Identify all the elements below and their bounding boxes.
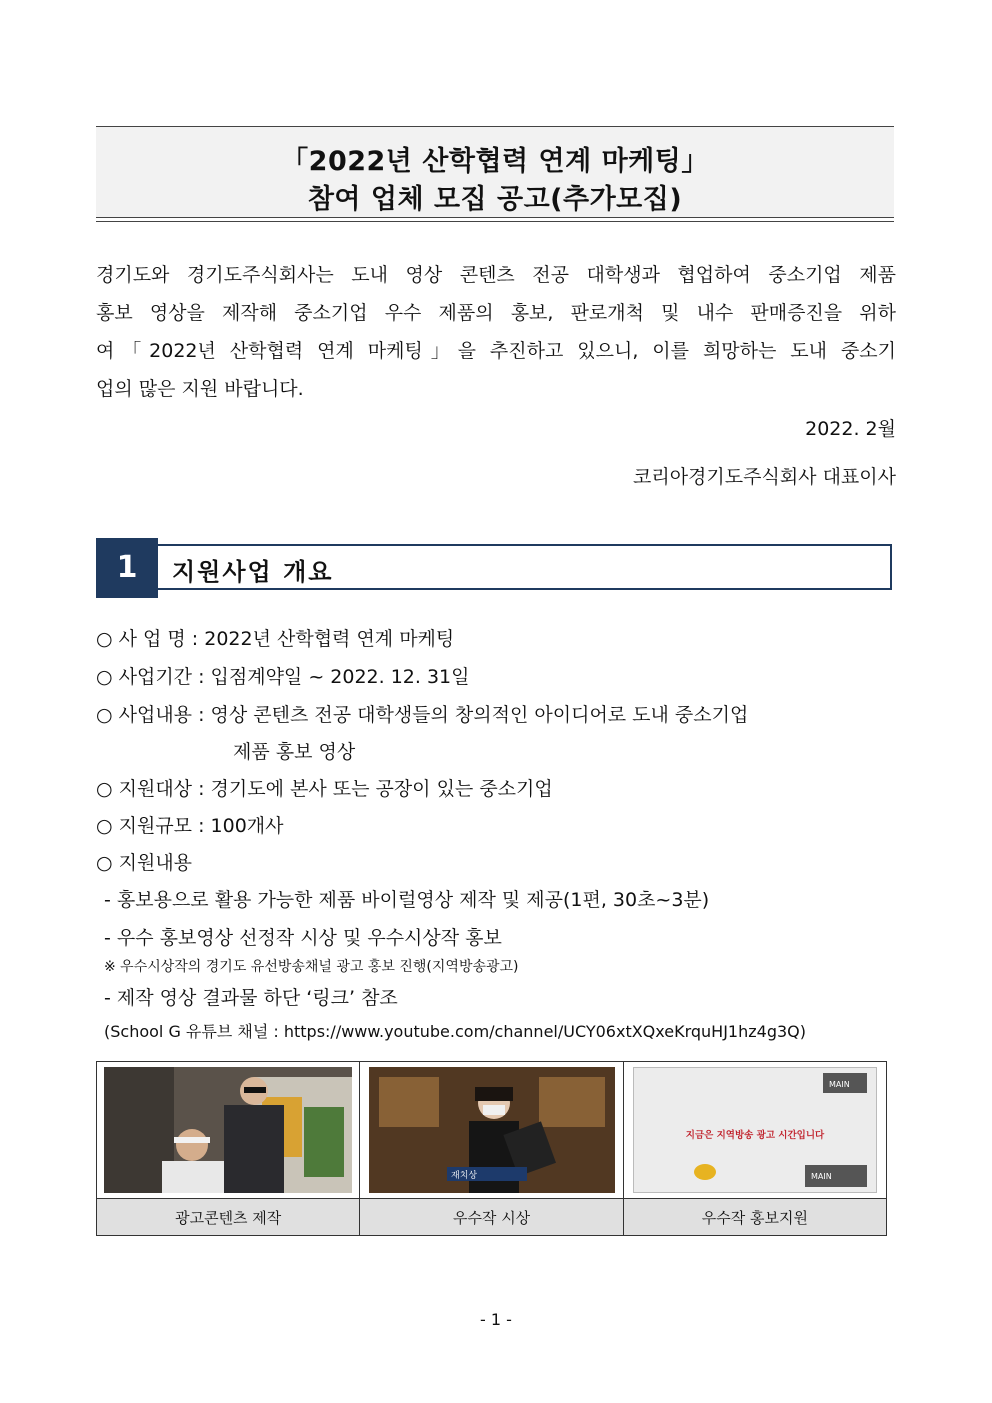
section-heading <box>96 538 892 598</box>
gallery-caption: 우수작 시상 <box>360 1199 623 1236</box>
award-label: 재치상 <box>450 1171 477 1181</box>
overview-item-content: ○ 사업내용 : 영상 콘텐츠 전공 대학생들의 창의적인 아이디어로 도내 중소기업 <box>96 704 749 726</box>
overview-item-target: ○ 지원대상 : 경기도에 본사 또는 공장이 있는 중소기업 <box>96 778 553 800</box>
title-line-1: 「2022년 산학협력 연계 마케팅」 <box>281 146 709 177</box>
overview-item-scale: ○ 지원규모 : 100개사 <box>96 815 284 837</box>
title-line-2: 참여 업체 모집 공고(추가모집) <box>307 184 683 215</box>
section-title-box <box>154 544 892 590</box>
gallery-photo-cell <box>97 1062 360 1199</box>
local-ad-text: 지금은 지역방송 광고 시간입니다 <box>685 1130 825 1141</box>
support-detail-3: - 제작 영상 결과물 하단 ‘링크’ 참조 <box>104 987 398 1009</box>
signer: 코리아경기도주식회사 대표이사 <box>633 466 896 488</box>
intro-paragraph <box>96 256 896 408</box>
intro-line: 홍보 영상을 제작해 중소기업 우수 제품의 홍보, 판로개척 및 내수 판매증진을 위하 <box>96 302 896 324</box>
intro-line: 업의 많은 지원 바랍니다. <box>96 378 304 400</box>
photo-award-ceremony <box>369 1067 615 1193</box>
announcement-date: 2022. 2월 <box>805 418 896 440</box>
overview-item-period: ○ 사업기간 : 입점계약일 ~ 2022. 12. 31일 <box>96 666 470 688</box>
page-number: - 1 - <box>480 1310 512 1329</box>
logo-text-bottom: MAIN <box>810 1172 832 1181</box>
overview-item-content-cont: 제품 홍보 영상 <box>233 741 356 763</box>
photo-ad-content-production <box>104 1067 352 1193</box>
title-box <box>96 126 894 218</box>
section-title: 지원사업 개요 <box>172 558 334 586</box>
support-note: ※ 우수시상작의 경기도 유선방송채널 광고 홍보 진행(지역방송광고) <box>104 959 519 975</box>
support-detail-2: - 우수 홍보영상 선정작 시상 및 우수시상작 홍보 <box>104 927 502 949</box>
intro-line: 경기도와 경기도주식회사는 도내 영상 콘텐츠 전공 대학생과 협업하여 중소기업 제품 <box>96 264 896 286</box>
gallery-table <box>96 1061 887 1236</box>
gallery-caption: 우수작 홍보지원 <box>623 1199 886 1236</box>
logo-text-top: MAIN <box>828 1080 850 1089</box>
gallery-caption: 광고콘텐츠 제작 <box>97 1199 360 1236</box>
section-number: 1 <box>96 538 158 598</box>
support-detail-1: - 홍보용으로 활용 가능한 제품 바이럴영상 제작 및 제공(1편, 30초~3분) <box>104 889 710 911</box>
youtube-link[interactable]: (School G 유튜브 채널 : https://www.youtube.com/channel/UCY06xtXQxeKrquHJ1hz4g3Q) <box>104 1022 807 1041</box>
gallery-photo-cell <box>360 1062 623 1199</box>
photo-promotion-support <box>633 1067 877 1193</box>
intro-line: 여「2022년 산학협력 연계 마케팅」을 추진하고 있으니, 이를 희망하는 도내 중소기 <box>96 340 896 362</box>
overview-item-support: ○ 지원내용 <box>96 852 193 874</box>
overview-item-name: ○ 사 업 명 : 2022년 산학협력 연계 마케팅 <box>96 628 455 650</box>
gallery-photo-cell <box>623 1062 886 1199</box>
